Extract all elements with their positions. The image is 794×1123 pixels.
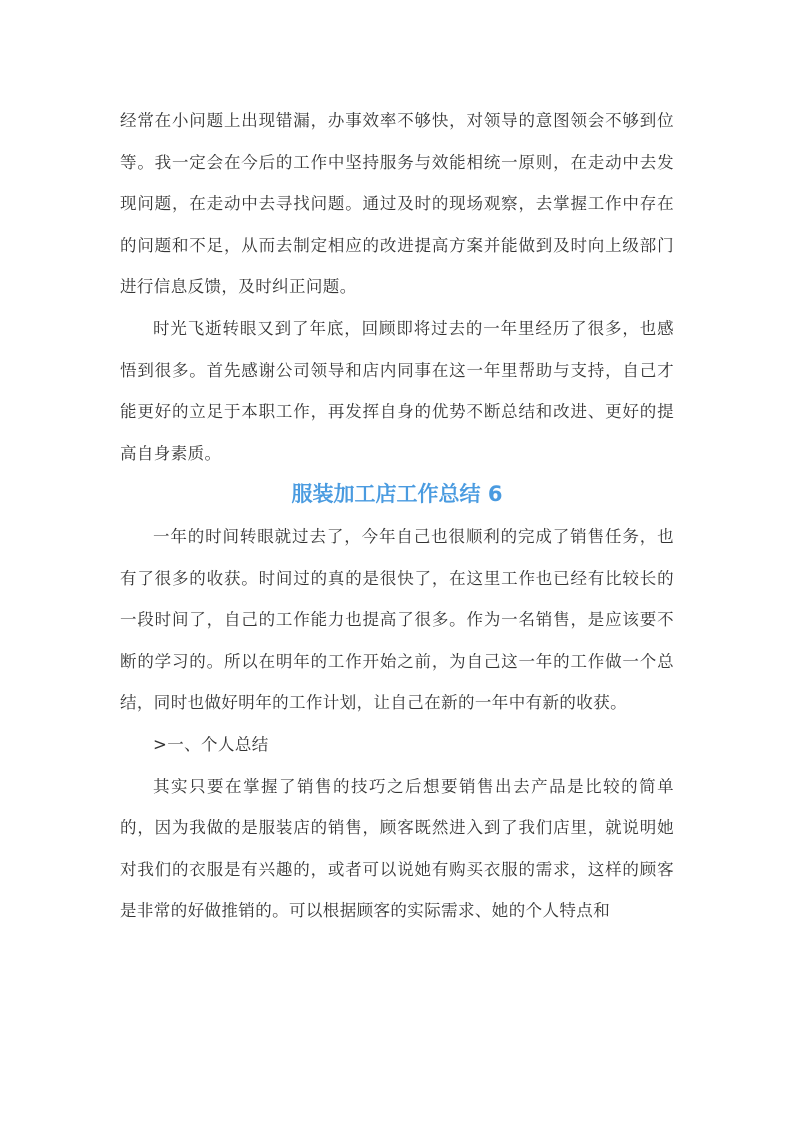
paragraph-intro: 一年的时间转眼就过去了，今年自己也很顺利的完成了销售任务，也有了很多的收获。时间过的真的是很快了，在这里工作也已经有比较长的一段时间了，自己的工作能力也提高了很多。作为一名销售，是应该要不断的学习的。所以在明年的工作开始之前，为自己这一年的工作做一个总结，同时也做好明年的工作计划，让自己在新的一年中有新的收获。 (120, 526, 674, 713)
subheading-personal-summary: >一、个人总结 (153, 734, 269, 754)
section-heading: 服装加工店工作总结 6 (291, 482, 503, 507)
paragraph-year-end-review: 时光飞逝转眼又到了年底，回顾即将过去的一年里经历了很多，也感悟到很多。首先感谢公司领导和店内同事在这一年里帮助与支持，自己才能更好的立足于本职工作，再发挥自身的优势不断总结和改进、更好的提高自身素质。 (120, 318, 674, 463)
paragraph-sales-skills: 其实只要在掌握了销售的技巧之后想要销售出去产品是比较的简单的，因为我做的是服装店的销售，顾客既然进入到了我们店里，就说明她对我们的衣服是有兴趣的，或者可以说她有购买衣服的需求，这样的顾客是非常的好做推销的。可以根据顾客的实际需求、她的个人特点和 (120, 776, 674, 921)
document-body (120, 100, 674, 932)
paragraph-continuation: 经常在小问题上出现错漏，办事效率不够快，对领导的意图领会不够到位等。我一定会在今后的工作中坚持服务与效能相统一原则，在走动中去发现问题，在走动中去寻找问题。通过及时的现场观察，去掌握工作中存在的问题和不足，从而去制定相应的改进提高方案并能做到及时向上级部门进行信息反馈，及时纠正问题。 (120, 111, 674, 297)
